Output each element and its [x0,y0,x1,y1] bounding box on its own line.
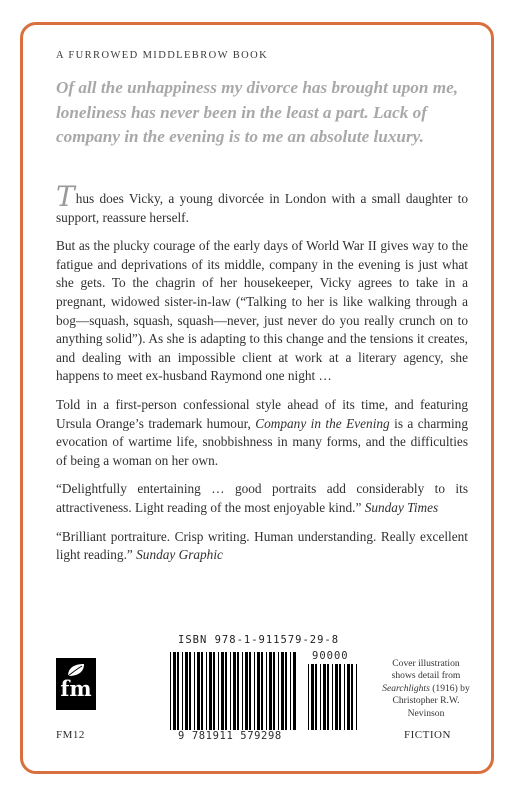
blurb-paragraph-3 [56,396,468,470]
review-1 [56,480,468,517]
isbn-label: ISBN 978-1-911579-29-8 [178,634,340,646]
review-1-source: Sunday Times [364,499,439,515]
cover-credit-line-1: Cover illustration shows detail from [391,658,461,682]
review-2-text: “Brilliant portraiture. Crisp writing. Human understanding. Really excellent light reading.” [56,528,468,563]
blurb-paragraph-3-end: is a charming evocation of wartime life, snobbishness in many forms, and the difficulties of being a woman on her own. [56,415,468,468]
cover-credit-title: Searchlights [382,682,430,694]
blurb-paragraph-2: But as the plucky courage of the early days of World War II gives way to the fatigue and deprivations of its middle, company in the evening is just what she gets. To the chagrin of her housekeeper, Vicky agrees to take in a pregnant, widowed sister-in-law (“Talking to her is like walking through a bog—squash, squash, squash—never, just never do you really crunch on to anything solid”). As she is adapting to this change and the tensions it creates, and dealing with an impossible client at work at a literary agency, she happens to meet ex-husband Raymond one night … [56,238,468,384]
catalog-number: FM12 [56,729,85,741]
review-2-source: Sunday Graphic [136,547,223,563]
barcode-bars [168,652,300,730]
drop-cap: T [56,180,75,213]
book-title-inline: Company in the Evening [255,415,390,431]
ean-digits: 9 781911 579298 [178,730,282,742]
review-1-text: “Delightfully entertaining … good portraits add considerably to its attractiveness. Light reading of the most enjoyable kind.” [56,481,468,515]
blurb [56,180,468,575]
barcode [166,634,376,752]
blurb-paragraph-3-start: Told in a first-person confessional style ahead of its time, and featuring Ursula Orange’s trademark humour, [56,396,468,431]
category-label: FICTION [404,729,451,741]
logo-text: fm [60,676,92,701]
publisher-logo [56,658,96,710]
addon-digits: 90000 [312,650,349,662]
blurb-paragraph-1-text: hus does Vicky, a young divorcée in London with a small daughter to support, reassure herself. [56,191,468,225]
publisher-line: A FURROWED MIDDLEBROW BOOK [56,50,269,61]
pull-quote: Of all the unhappiness my divorce has brought upon me, loneliness has never been in the least a part. Lack of company in the evening is to me an absolute luxury. [56,78,459,147]
addon-barcode-bars [306,664,362,730]
cover-credit [381,658,471,720]
blurb-paragraph-1 [56,180,468,227]
cover-credit-line-2: (1916) by Christopher R.W. Nevinson [392,682,470,719]
review-2 [56,528,468,565]
